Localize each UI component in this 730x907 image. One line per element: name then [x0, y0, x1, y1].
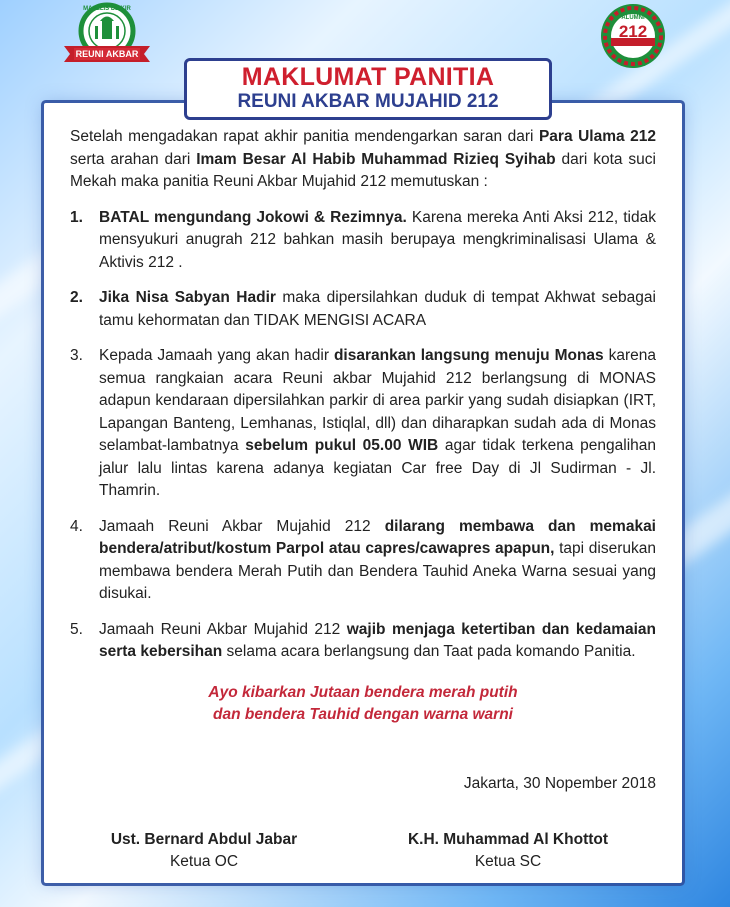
callout-line: dan bendera Tauhid dengan warna warni [212, 705, 513, 723]
callout-message [70, 682, 656, 726]
callout-line: Ayo kibarkan Jutaan bendera merah putih [208, 683, 518, 701]
signature-name: K.H. Muhammad Al Khottot [407, 831, 609, 848]
intro-bold: Para Ulama 212 [538, 128, 656, 145]
item-number: 3. [70, 347, 83, 364]
logo-ring-text: ALUMNI [621, 15, 645, 21]
intro-bold: Imam Besar Al Habib Muhammad Rizieq Syihab [196, 150, 556, 168]
item-number: 5. [70, 620, 83, 638]
item-span: maka dipersilahkan duduk di tempat Akhwat sebagai tamu kehormatan dan TIDAK MENGISI ACARA [99, 289, 656, 329]
page-subtitle: REUNI AKBAR MUJAHID 212 [237, 91, 499, 112]
logo-ribbon-text: REUNI AKBAR [75, 49, 139, 59]
item-text [99, 287, 656, 332]
item-bold: Jika Nisa Sabyan Hadir [99, 289, 276, 306]
signature-name: Ust. Bernard Abdul Jabar [110, 831, 298, 848]
list-item [70, 619, 656, 664]
logo-arc-text: MAJELIS DZIKIR [83, 6, 131, 12]
signature-role: Ketua SC [474, 853, 542, 870]
item-number: 1. [70, 208, 83, 226]
item-span: Kepada Jamaah yang akan hadir [99, 347, 334, 364]
item-bold: disarankan langsung menuju Monas [333, 347, 604, 364]
reuni-akbar-logo [60, 2, 154, 68]
intro-paragraph [70, 126, 656, 194]
date-line: Jakarta, 30 Nopember 2018 [463, 775, 656, 792]
item-span: agar tidak terkena pengalihan jalur lalu lintas karena adanya kegiatan Car free Day di Jl Sudirman - Jl. Thamrin. [99, 437, 656, 499]
item-span: Karena mereka Anti Aksi 212, tidak mensyukuri anugrah 212 bahkan masih berupaya mengkriminalisasi Ulama & Aktivis 212 . [99, 208, 656, 271]
signature-sc [380, 829, 636, 873]
page-title: MAKLUMAT PANITIA [241, 63, 495, 91]
signature-oc [84, 829, 324, 873]
item-span: karena semua rangkaian acara Reuni akbar Mujahid 212 berlangsung di MONAS adapun kendaraan dipersilahkan parkir di area parkir yang sudah disiapkan (IRT, Lapangan Banteng, Lemhanas, Istiqlal, dll) dan diharapkan sudah ada di Monas selambat-lambatnya [99, 347, 656, 454]
item-text [99, 345, 656, 503]
item-text [99, 619, 656, 664]
item-bold: wajib menjaga ketertiban dan kedamaian serta kebersihan [99, 620, 656, 660]
list-item [70, 207, 656, 275]
intro-text: serta arahan dari [70, 150, 197, 168]
alumni-212-logo [597, 2, 669, 70]
item-text [99, 516, 656, 606]
item-span: Jamaah Reuni Akbar Mujahid 212 [99, 517, 385, 535]
item-bold: dilarang membawa dan memakai bendera/atribut/kostum Parpol atau capres/cawapres apapun, [99, 517, 656, 557]
title-banner [184, 58, 552, 120]
list-item [70, 287, 656, 332]
item-text [99, 207, 656, 275]
item-bold: sebelum pukul 05.00 WIB [245, 437, 439, 454]
list-item [70, 345, 656, 503]
signature-role: Ketua OC [169, 853, 239, 870]
item-number: 4. [70, 517, 83, 535]
list-item [70, 516, 656, 606]
notice-body [70, 126, 656, 726]
intro-text: dari kota suci Mekah maka panitia Reuni Akbar Mujahid 212 memutuskan : [70, 150, 656, 190]
intro-text: Setelah mengadakan rapat akhir panitia mendengarkan saran dari [70, 128, 539, 145]
item-number: 2. [70, 289, 83, 306]
item-span: tapi diserukan membawa bendera Merah Putih dan Bendera Tauhid Aneka Warna sesuai yang disukai. [99, 540, 656, 602]
item-span: Jamaah Reuni Akbar Mujahid 212 [99, 620, 347, 638]
logo-center-text: 212 [618, 22, 648, 41]
item-bold: BATAL mengundang Jokowi & Rezimnya. [99, 208, 407, 226]
item-span: selama acara berlangsung dan Taat pada komando Panitia. [222, 643, 636, 660]
